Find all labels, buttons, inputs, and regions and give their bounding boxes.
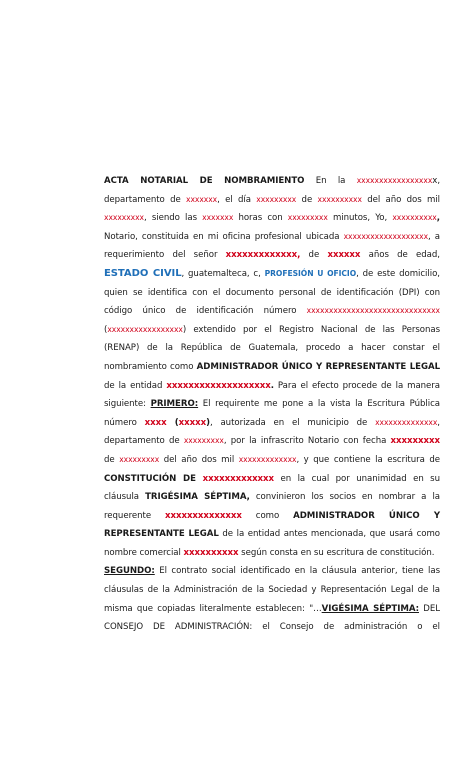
text-run: , por la infrascrito Notario con fecha xyxy=(223,436,391,447)
text-run: de xyxy=(104,454,120,465)
text-run: minutos, Yo, xyxy=(327,213,393,224)
text-run: departamento de xyxy=(104,194,187,205)
text-run: de la entidad xyxy=(104,380,167,391)
document-line xyxy=(104,191,440,210)
placeholder-field: xxxxxxxxx xyxy=(104,213,144,223)
text-run: según consta en su escritura de constitución. xyxy=(238,547,435,558)
text-run: nombre comercial xyxy=(104,547,184,558)
document-line xyxy=(104,339,440,358)
text-run: quien se identifica con el documento personal de identificación (DPI) con xyxy=(104,287,440,298)
document-line xyxy=(104,358,440,377)
placeholder-field: xxxxx xyxy=(178,417,207,428)
text-run: número xyxy=(104,417,145,428)
text-run: departamento de xyxy=(104,436,184,447)
text-run: PROFESIÓN U OFICIO xyxy=(264,268,357,278)
placeholder-field: xxxxxxxxxxxxxxxxxxx xyxy=(343,231,429,241)
text-run: , a xyxy=(428,231,440,242)
text-run: SEGUNDO: xyxy=(104,566,155,577)
text-run: , autorizada en el municipio de xyxy=(209,417,376,428)
document-line xyxy=(104,246,440,265)
text-run: código único de identificación número xyxy=(104,306,307,317)
text-run: , el día xyxy=(217,194,257,205)
placeholder-field: xxxxxxxxxxxxx, xyxy=(225,250,301,261)
text-run: de xyxy=(296,194,318,205)
text-run: CONSEJO DE ADMINISTRACIÓN: el Consejo de administración o el xyxy=(104,622,440,633)
placeholder-field: xxxxxxxxxx xyxy=(317,194,362,204)
document-line xyxy=(104,265,440,284)
text-run: ACTA NOTARIAL DE NOMBRAMIENTO xyxy=(104,176,305,186)
text-run: DEL xyxy=(418,603,440,614)
text-run: como xyxy=(241,510,294,521)
document-line xyxy=(104,600,440,619)
text-run: (RENAP) de la República de Guatemala, procedo a hacer constar el xyxy=(104,343,440,354)
text-run: CONSTITUCIÓN DE xyxy=(104,473,203,484)
text-run: REPRESENTANTE LEGAL xyxy=(104,529,219,540)
placeholder-field: xxxxxxxxxxxxxxxxxxxxxxxxxxxxxx xyxy=(306,306,440,316)
text-run: ADMINISTRADOR ÚNICO Y xyxy=(293,510,440,521)
text-run: siguiente: xyxy=(104,399,151,410)
document-line xyxy=(104,618,440,637)
text-run: en la cual por unanimidad en su xyxy=(274,473,440,484)
document-line xyxy=(104,228,440,247)
text-run: ESTADO CIVIL xyxy=(104,267,182,279)
text-run: ) xyxy=(206,417,210,428)
document-line xyxy=(104,414,440,433)
text-run: . xyxy=(270,380,274,391)
text-run: requerimiento del señor xyxy=(104,250,226,261)
document-line xyxy=(104,544,440,563)
placeholder-field: xxxxxxxxxxxxx xyxy=(202,473,275,484)
placeholder-field: xxxxxxxxx xyxy=(287,213,328,223)
placeholder-field: xxxxxxxxxx xyxy=(392,213,437,223)
placeholder-field: xxxxxxxxx xyxy=(390,436,440,447)
placeholder-field: xxxxxxxxxxxxxxxxxxx xyxy=(166,380,271,391)
text-run: cláusula xyxy=(104,492,146,503)
document-line xyxy=(104,432,440,451)
text-run: El contrato social identificado en la cláusula anterior, tiene las xyxy=(154,566,440,577)
text-run: del año dos mil xyxy=(159,454,239,465)
placeholder-field: xxxxxxxxxxxxxxxxx xyxy=(107,324,183,334)
placeholder-field: xxxxxxxxxx xyxy=(183,547,239,558)
text-run: de xyxy=(300,250,328,261)
document-line xyxy=(104,302,440,321)
document-line xyxy=(104,525,440,544)
document-line xyxy=(104,377,440,396)
text-run: , xyxy=(436,213,440,224)
text-run: , xyxy=(437,417,440,428)
text-run: del año dos mil xyxy=(361,194,440,205)
document-line xyxy=(104,209,440,228)
placeholder-field: xxxxxx xyxy=(327,250,361,261)
document-line xyxy=(104,507,440,526)
text-run: , y que contiene la escritura de xyxy=(296,454,440,465)
text-run: , siendo las xyxy=(144,213,203,224)
text-run: ADMINISTRADOR ÚNICO Y REPRESENTANTE LEGAL xyxy=(196,361,440,372)
text-run: En la xyxy=(304,176,357,186)
document-line xyxy=(104,451,440,470)
document-line xyxy=(104,395,440,414)
document-line xyxy=(104,172,440,191)
text-run: , de este domicilio, xyxy=(356,268,440,279)
placeholder-field: xxxxxxx xyxy=(202,213,234,223)
document-line xyxy=(104,581,440,600)
text-run: ( xyxy=(166,417,179,428)
text-run: cláusulas de la Administración de la Sociedad y Representación Legal de la xyxy=(104,585,440,596)
document-line xyxy=(104,562,440,581)
placeholder-field: xxxxxxx xyxy=(186,194,218,204)
text-run: ( xyxy=(104,324,108,335)
document-line xyxy=(104,470,440,489)
text-run: VIGÉSIMA SÉPTIMA: xyxy=(321,603,419,614)
text-run: misma que copiadas literalmente establecen: "… xyxy=(104,603,322,614)
text-run: Notario, constituida en mi oficina profesional ubicada xyxy=(104,231,344,242)
text-run: de la entidad antes mencionada, que usará como xyxy=(218,529,440,540)
placeholder-field: xxxxxxxxxxxxx xyxy=(238,454,297,464)
document-line xyxy=(104,284,440,303)
placeholder-field: xxxxxxxxx xyxy=(256,194,297,204)
text-run: requerente xyxy=(104,510,165,521)
text-run: convinieron los socios en nombrar a la xyxy=(249,492,440,503)
document-line xyxy=(104,488,440,507)
text-run: , guatemalteca, c, xyxy=(181,268,265,279)
text-run: Para el efecto procede de la manera xyxy=(273,380,440,391)
acta-notarial-text xyxy=(104,172,440,637)
placeholder-field: xxxxxxxxxxxxxxxxx xyxy=(356,176,433,185)
text-run: TRIGÉSIMA SÉPTIMA, xyxy=(145,492,250,503)
text-run: PRIMERO: xyxy=(150,399,199,410)
placeholder-field: xxxxxxxxx xyxy=(183,436,224,446)
text-run: horas con xyxy=(233,213,288,224)
text-run: años de edad, xyxy=(360,250,440,261)
text-run: El requirente me pone a la vista la Escritura Pública xyxy=(198,399,440,410)
text-run: ) extendido por el Registro Nacional de las Personas xyxy=(182,324,440,335)
placeholder-field: xxxx xyxy=(144,417,167,428)
text-run: x, xyxy=(432,176,440,186)
document-line xyxy=(104,321,440,340)
placeholder-field: xxxxxxxxx xyxy=(119,454,160,464)
text-run: nombramiento como xyxy=(104,361,197,372)
placeholder-field: xxxxxxxxxxxxxx xyxy=(375,417,438,427)
placeholder-field: xxxxxxxxxxxxxx xyxy=(164,510,242,521)
